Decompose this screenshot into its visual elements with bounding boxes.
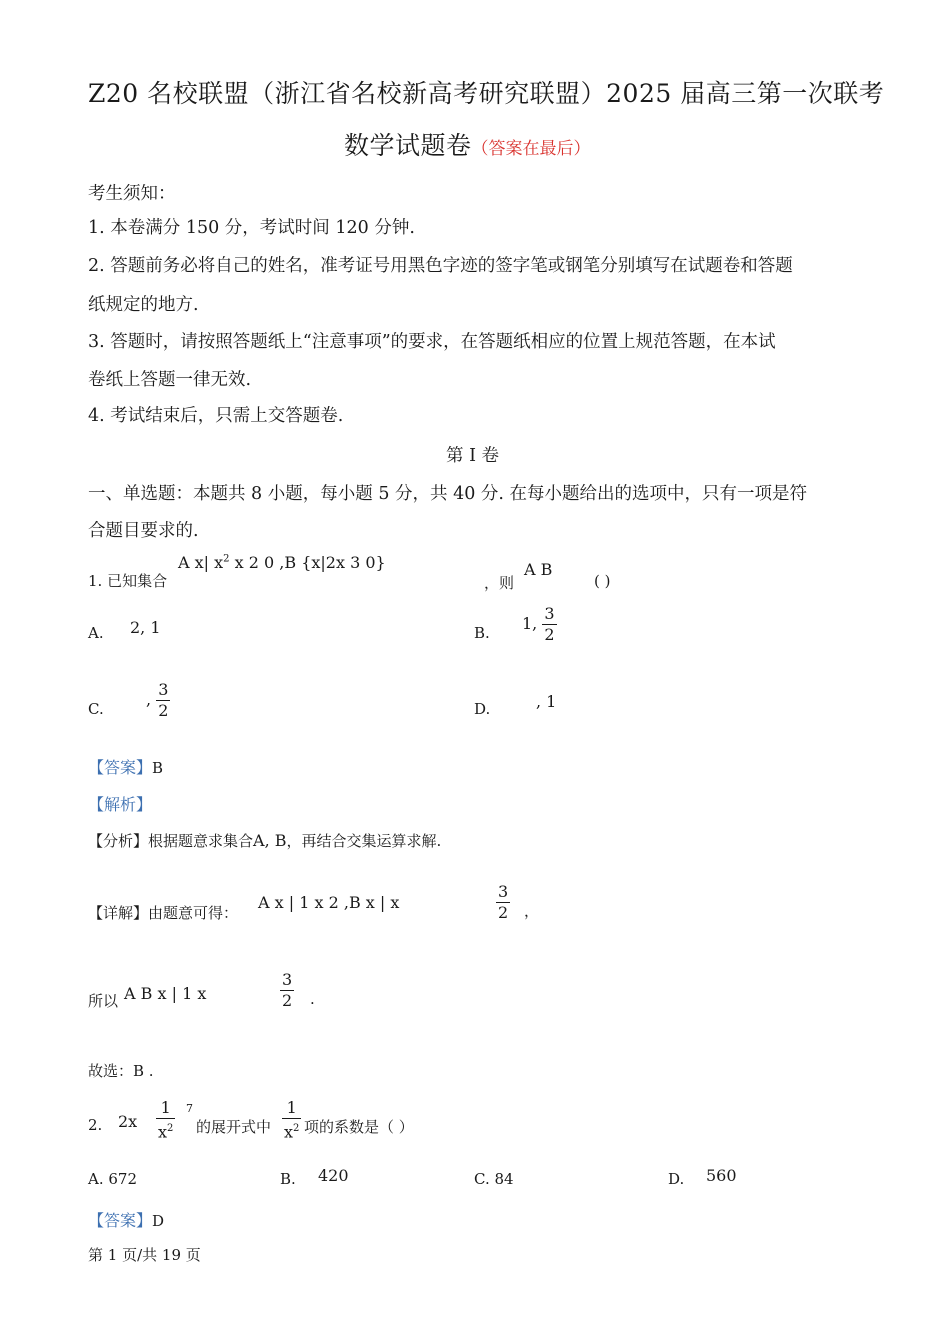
q2-expr: 2x xyxy=(118,1112,138,1131)
frac-den: 2 xyxy=(544,625,555,644)
q2-number: 2. xyxy=(88,1116,103,1134)
instruction-2b: 纸规定的地方. xyxy=(88,295,199,315)
frac-den-sup: 2 xyxy=(167,1123,174,1134)
volume-heading: 第 I 卷 xyxy=(446,446,500,466)
q1-option-b-fraction xyxy=(542,604,556,645)
answer-tag: 【答案】 xyxy=(88,1211,153,1230)
q2-option-d-label: D. xyxy=(668,1170,685,1188)
frac-den xyxy=(282,1119,301,1142)
instruction-3b: 卷纸上答题一律无效. xyxy=(88,370,252,390)
q1-suoyi-end: . xyxy=(310,990,315,1008)
q1-analysis-tag: 【解析】 xyxy=(88,795,153,814)
q1-option-d-value: , 1 xyxy=(536,692,557,711)
q1-a-cap-b: A B xyxy=(524,560,553,579)
q1-option-b-label: B. xyxy=(474,624,490,642)
q1-detail-math: A x | 1 x 2 ,B x | x xyxy=(258,893,400,912)
title-line-2: 数学试题卷 xyxy=(344,131,472,160)
q1-set-a-text: A x| x xyxy=(178,553,224,572)
q2-option-b-label: B. xyxy=(280,1170,296,1188)
fenxi-ab: A, B xyxy=(253,831,287,850)
q1-option-c-value xyxy=(146,680,170,721)
q1-suoyi: 所以 xyxy=(88,992,119,1010)
instruction-4: 4. 考试结束后，只需上交答题卷. xyxy=(88,406,344,426)
section-intro-a: 一、单选题：本题共 8 小题，每小题 5 分，共 40 分. 在每小题给出的选项中，只有一项是符 xyxy=(88,484,808,504)
answer-value: B xyxy=(152,759,164,777)
instruction-1: 1. 本卷满分 150 分，考试时间 120 分钟. xyxy=(88,218,415,238)
q2-exponent: 7 xyxy=(186,1102,193,1115)
title-note: （答案在最后） xyxy=(471,139,591,159)
q2-option-b-value: 420 xyxy=(318,1166,349,1185)
page-footer: 第 1 页/共 19 页 xyxy=(88,1246,201,1264)
q1-detail-label xyxy=(88,902,238,923)
q2-term-fraction xyxy=(282,1098,301,1142)
detail-tag: 【详解】 xyxy=(88,904,149,922)
q2-option-c: C. 84 xyxy=(474,1170,514,1188)
frac-num: 3 xyxy=(158,680,169,699)
fenxi-tag: 【分析】 xyxy=(88,832,149,850)
q1-stem-mid: ，则 xyxy=(484,574,515,592)
q2-option-d-value: 560 xyxy=(706,1166,737,1185)
q1-option-d-label: D. xyxy=(474,700,491,718)
title-line-1: Z20 名校联盟（浙江省名校新高考研究联盟）2025 届高三第一次联考 xyxy=(88,79,885,108)
frac-num: 3 xyxy=(498,882,509,901)
q1-fenxi xyxy=(88,830,441,851)
q1-option-c-label: C. xyxy=(88,700,104,718)
q1-option-a-label: A. xyxy=(88,624,104,642)
q2-option-a: A. 672 xyxy=(88,1170,137,1188)
frac-num: 3 xyxy=(282,970,293,989)
q2-answer xyxy=(88,1208,164,1231)
q1-detail-end: ， xyxy=(524,902,540,920)
q1-prefix: 1. 已知集合 xyxy=(88,572,168,590)
instruction-3a: 3. 答题时，请按照答题纸上“注意事项”的要求，在答题纸相应的位置上规范答题，在本试 xyxy=(88,332,776,352)
frac-den-sup: 2 xyxy=(293,1123,300,1134)
answer-value: D xyxy=(152,1212,165,1230)
title-line-2-wrap xyxy=(344,126,591,162)
q1-guxuan: 故选：B . xyxy=(88,1062,154,1080)
frac-num: 1 xyxy=(282,1098,301,1119)
frac-num: 3 xyxy=(544,604,555,623)
instruction-2a: 2. 答题前务必将自己的姓名，准考证号用黑色字迹的签字笔或钢笔分别填写在试题卷和答题 xyxy=(88,256,793,276)
q1-option-c-text: , xyxy=(146,690,152,709)
frac-den-x: x xyxy=(158,1122,168,1142)
q1-sup-2: 2 xyxy=(223,553,230,565)
q1-option-b-value xyxy=(522,604,557,645)
q1-option-a-value: 2, 1 xyxy=(130,618,161,637)
frac-den-x: x xyxy=(284,1122,294,1142)
frac-den: 2 xyxy=(498,903,509,922)
answer-tag: 【答案】 xyxy=(88,758,153,777)
q1-detail-fraction xyxy=(496,882,510,923)
q1-option-c-fraction xyxy=(156,680,170,721)
q1-set-a xyxy=(178,553,386,572)
detail-text: 由题意可得： xyxy=(148,904,239,922)
fenxi-text-2: ，再结合交集运算求解. xyxy=(286,832,442,850)
q1-set-rest: x 2 0 ,B {x|2x 3 0} xyxy=(229,553,386,572)
q1-suoyi-fraction xyxy=(280,970,294,1011)
frac-num: 1 xyxy=(156,1098,175,1119)
section-intro-b: 合题目要求的. xyxy=(88,521,199,541)
fenxi-text: 根据题意求集合 xyxy=(148,832,254,850)
q1-option-b-text: 1, xyxy=(522,614,538,633)
q1-paren: ( ) xyxy=(594,572,611,590)
q2-stem-text-2: 项的系数是（ ） xyxy=(304,1118,414,1136)
q1-answer xyxy=(88,755,163,778)
frac-den: 2 xyxy=(282,991,293,1010)
q2-expr-fraction xyxy=(156,1098,175,1142)
q1-suoyi-math: A B x | 1 x xyxy=(124,984,207,1003)
frac-den xyxy=(156,1119,175,1142)
instructions-heading: 考生须知： xyxy=(88,184,176,204)
frac-den: 2 xyxy=(158,701,169,720)
q2-stem-text: 的展开式中 xyxy=(196,1118,272,1136)
